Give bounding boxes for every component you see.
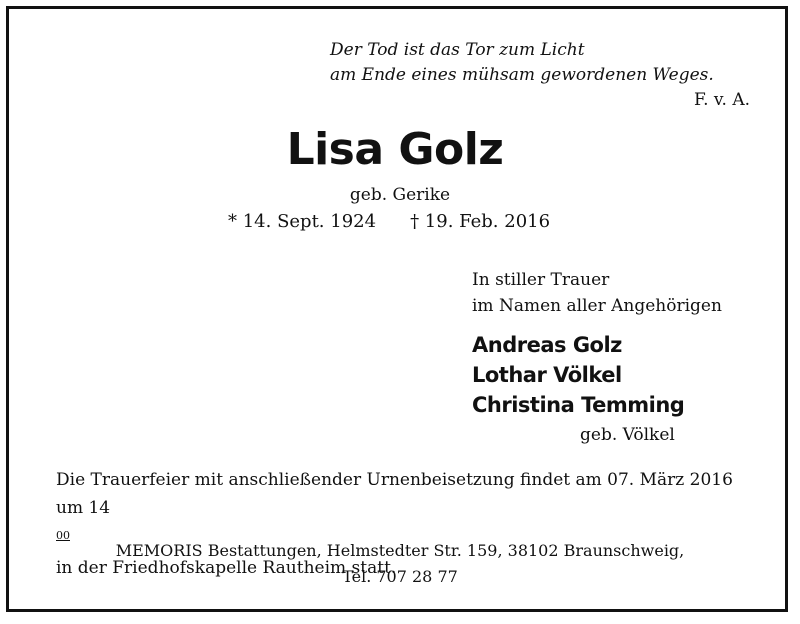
quote-block	[330, 38, 750, 113]
deceased-name: Lisa Golz	[286, 124, 504, 175]
mourning-line-2: im Namen aller Angehörigen	[472, 296, 722, 316]
life-dates	[228, 211, 550, 232]
ceremony-time-minutes: 00	[56, 529, 70, 542]
ceremony-time-hour: um 14	[56, 498, 111, 518]
funeral-home-phone: Tel. 707 28 77	[342, 567, 458, 586]
mourning-text	[472, 267, 722, 319]
family-member: Lothar Völkel	[472, 363, 622, 387]
funeral-home-address: MEMORIS Bestattungen, Helmstedter Str. 159, 38102 Braunschweig,	[115, 541, 685, 560]
quote-author: F. v. A.	[693, 90, 750, 110]
family-member: Andreas Golz	[472, 333, 622, 357]
ceremony-location: in der Friedhofskapelle Rautheim statt.	[56, 558, 397, 578]
quote-line-1: Der Tod ist das Tor zum Licht	[330, 40, 585, 60]
ceremony-line-1: Die Trauerfeier mit anschließender Urnenbeisetzung findet am 07. März 2016	[56, 470, 733, 490]
family-members	[472, 330, 684, 420]
family-member: Christina Temming	[472, 393, 685, 417]
birth-date: * 14. Sept. 1924	[228, 211, 377, 232]
funeral-home-info	[0, 538, 800, 590]
mourning-line-1: In stiller Trauer	[472, 270, 610, 290]
death-date: † 19. Feb. 2016	[410, 211, 551, 232]
family-member-note: geb. Völkel	[580, 425, 675, 445]
deceased-maiden-name: geb. Gerike	[349, 185, 451, 205]
quote-line-2: am Ende eines mühsam gewordenen Weges.	[330, 65, 714, 85]
